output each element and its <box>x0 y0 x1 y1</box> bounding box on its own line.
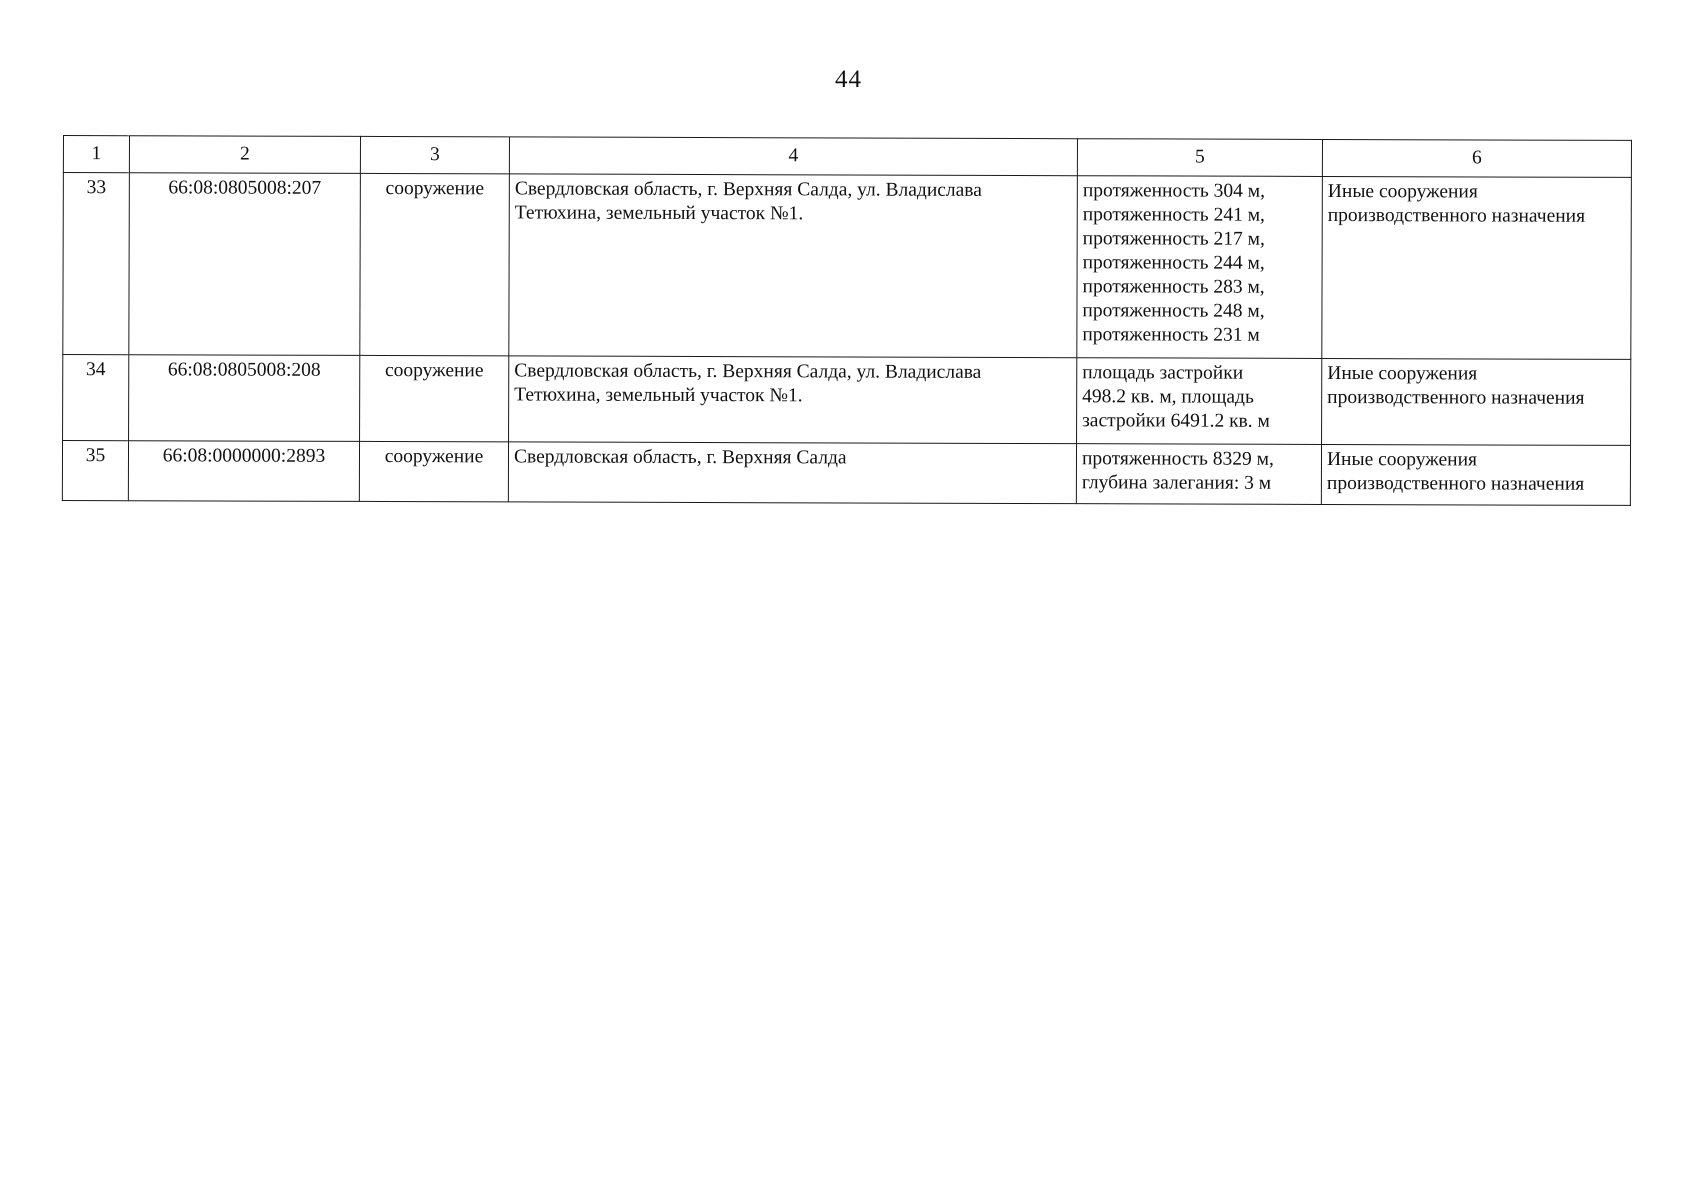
page-number: 44 <box>835 66 862 93</box>
address-cell: Свердловская область, г. Верхняя Салда, ул. Владислава Тетюхина, земельный участок №1. <box>509 356 1077 444</box>
cadastral-number-cell: 66:08:0805008:208 <box>129 355 360 442</box>
table-row <box>63 355 1631 446</box>
column-number-cell: 4 <box>509 137 1077 176</box>
cadastral-number-cell: 66:08:0000000:2893 <box>128 441 359 502</box>
table-row <box>62 441 1630 506</box>
column-number-cell: 3 <box>360 136 509 173</box>
characteristics-cell: протяженность 8329 м, глубина залегания: 3 м <box>1076 444 1321 505</box>
column-number-cell: 5 <box>1077 139 1322 177</box>
object-type-cell: сооружение <box>360 355 509 441</box>
characteristics-cell: площадь застройки 498.2 кв. м, площадь застройки 6491.2 кв. м <box>1077 358 1322 445</box>
column-number-cell: 6 <box>1322 139 1631 177</box>
purpose-cell: Иные сооружения производственного назначения <box>1322 358 1631 445</box>
row-number-cell: 35 <box>62 441 128 501</box>
address-cell: Свердловская область, г. Верхняя Салда, ул. Владислава Тетюхина, земельный участок №1. <box>509 174 1078 358</box>
purpose-cell: Иные сооружения производственного назначения <box>1321 444 1630 505</box>
address-cell: Свердловская область, г. Верхняя Салда <box>508 442 1076 504</box>
column-number-row <box>63 136 1631 178</box>
characteristics-cell: протяженность 304 м, протяженность 241 м, протяженность 217 м, протяженность 244 м, протяженность 283 м, протяженность 248 м, протяженность 231 м <box>1077 176 1323 359</box>
property-registry-table <box>62 135 1632 506</box>
purpose-cell: Иные сооружения производственного назначения <box>1322 176 1632 359</box>
column-number-cell: 1 <box>63 136 129 173</box>
row-number-cell: 33 <box>63 173 130 355</box>
cadastral-number-cell: 66:08:0805008:207 <box>129 173 361 356</box>
object-type-cell: сооружение <box>359 441 508 501</box>
table-row <box>63 173 1632 360</box>
object-type-cell: сооружение <box>360 173 510 355</box>
row-number-cell: 34 <box>63 355 129 441</box>
column-number-cell: 2 <box>129 136 360 174</box>
